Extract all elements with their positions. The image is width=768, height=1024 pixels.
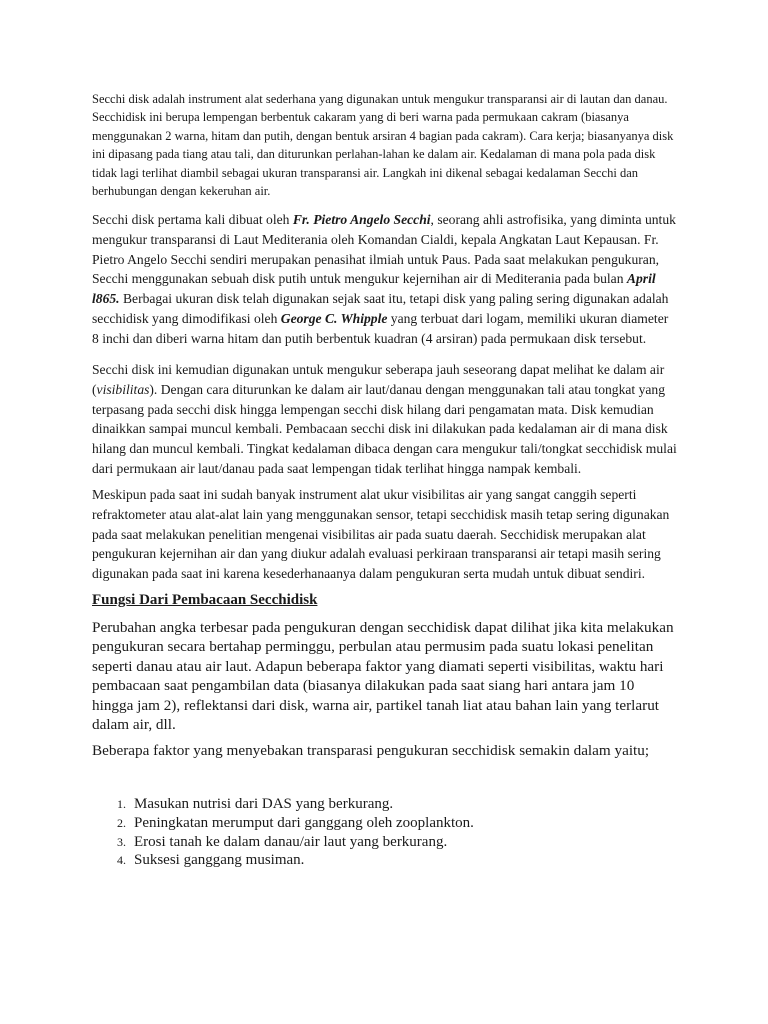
paragraph-intro: Secchi disk adalah instrument alat sederhana yang digunakan untuk mengukur transparansi air di lautan dan danau. Secchidisk ini berupa lempengan berbentuk cakaram yang di beri warna pada permukaan cakram (biasanya menggunakan 2 warna, hitam dan putih, dengan bentuk arsiran 4 bagian pada cakram). Cara kerja; biasanyanya disk ini dipasang pada tiang atau tali, dan diturunkan perlahan-lahan ke dalam air. Kedalaman di mana pola pada disk tidak lagi terlihat diambil sebagai ukuran transparansi air. Langkah ini dikenal sebagai kedalaman Secchi dan berhubungan dengan kekeruhan air. [92, 92, 674, 199]
paragraph-history [92, 210, 678, 349]
list-text: Suksesi ganggang musiman. [134, 852, 305, 869]
usage-text-1: Secchi disk ini kemudian digunakan untuk mengukur seberapa jauh seseorang dapat melihat ke dalam air ( [92, 362, 665, 397]
history-text-2: , seorang ahli astrofisika, yang diminta untuk mengukur transparansi di Laut Mediterania oleh Komandan Cialdi, kepala Angkatan Laut Kepausan. Fr. Pietro Angelo Secchi sendiri merupakan penasihat ilmiah untuk Paus. Pada saat melakukan pengukuran, Secchi menggunakan sebuah disk putih untuk mengukur kejernihan air di Mediterania pada bulan [92, 212, 676, 287]
list-number: 1. [117, 797, 126, 811]
history-text-1: Secchi disk pertama kali dibuat oleh [92, 212, 293, 227]
history-text-3: Berbagai ukuran disk telah digunakan sejak saat itu, tetapi disk yang paling sering digunakan adalah secchidisk yang dimodifikasi oleh [92, 291, 669, 326]
list-number: 3. [117, 834, 126, 849]
name-secchi: Fr. Pietro Angelo Secchi [292, 212, 431, 227]
list-text: Erosi tanah ke dalam danau/air laut yang berkurang. [134, 833, 448, 850]
usage-text-2: ). Dengan cara diturunkan ke dalam air laut/danau dengan menggunakan tali atau tongkat yang terpasang pada secchi disk hingga lempengan secchi disk hilang dari pengamatan mata. Disk kemudian dinaikkan sampai muncul kembali. Pembacaan secchi disk ini dilakukan pada kedalaman air di mana disk hilang dan muncul kembali. Tingkat kedalaman dibaca dengan cara mengukur tali/tongkat secchidisk mulai dari permukaan air laut/danau pada saat lempengan tidak terlihat hingga nampak kembali. [92, 381, 677, 476]
list-item [92, 814, 678, 833]
list-number: 2. [117, 815, 126, 830]
name-whipple: George C. Whipple [280, 310, 388, 326]
paragraph-instruments: Meskipun pada saat ini sudah banyak instrument alat ukur visibilitas air yang sangat canggih seperti refraktometer atau alat-alat lain yang menggunakan sensor, tetapi secchidisk masih tetap sering digunakan pada saat melakukan penelitian mengenai visibilitas air pada suatu daerah. Secchidisk merupakan alat pengukuran kejernihan air dan yang diukur adalah evaluasi perkiraan transparansi air tetapi masih sering digunakan pada saat ini karena kesederhanaanya dalam pengukuran serta mudah untuk dibuat sendiri. [92, 487, 670, 582]
list-item [92, 833, 678, 852]
history-text-4: yang terbuat dari logam, memiliki ukuran diameter 8 inchi dan diberi warna hitam dan putih berbentuk kuadran (4 arsiran) pada permukaan disk tersebut. [92, 310, 669, 346]
list-text: Masukan nutrisi dari DAS yang berkurang. [134, 796, 394, 812]
list-item [92, 851, 678, 870]
paragraph-usage [92, 360, 678, 479]
factor-list [92, 795, 678, 870]
list-number: 4. [117, 853, 126, 868]
term-visibilitas: visibilitas [96, 381, 150, 397]
list-item [92, 795, 678, 814]
paragraph-factors-intro: Beberapa faktor yang menyebakan transparasi pengukuran secchidisk semakin dalam yaitu; [92, 742, 650, 759]
section-heading: Fungsi Dari Pembacaan Secchidisk [92, 592, 318, 608]
list-text: Peningkatan merumput dari ganggang oleh zooplankton. [134, 814, 474, 831]
date-april: April l865. [92, 271, 656, 307]
paragraph-function: Perubahan angka terbesar pada pengukuran dengan secchidisk dapat dilihat jika kita melakukan pengukuran secara bertahap perminggu, perbulan atau permusim pada suatu lokasi penelitan seperti danau atau air laut. Adapun beberapa faktor yang diamati seperti visibilitas, waktu hari pembacaan saat pengambilan data (biasanya dilakukan pada saat siang hari antara jam 10 hingga jam 2), reflektansi dari disk, warna air, partikel tanah liat atau bahan lain yang terlarut dalam air, dll. [92, 619, 674, 734]
